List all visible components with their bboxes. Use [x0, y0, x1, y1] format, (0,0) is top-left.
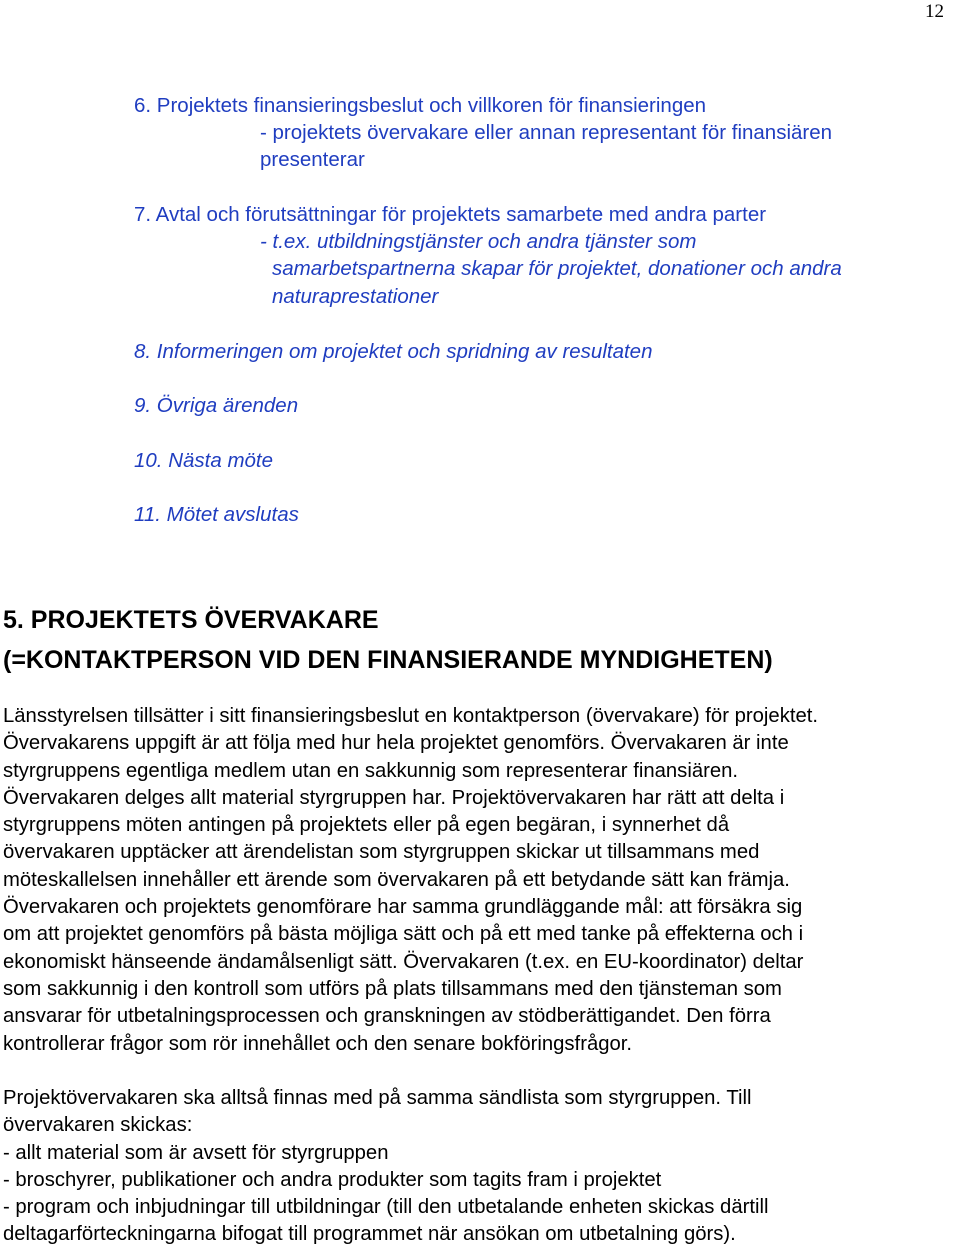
list-item: - allt material som är avsett för styrgruppen: [3, 1141, 389, 1164]
list-item: - broschyrer, publikationer och andra produkter som tagits fram i projektet: [3, 1168, 662, 1191]
paragraph-line: ekonomiskt hänseende ändamålsenligt sätt. Övervakaren (t.ex. en EU-koordinator) deltar: [3, 950, 804, 973]
agenda-item-7: 7. Avtal och förutsättningar för projektets samarbete med andra parter: [134, 203, 767, 226]
paragraph-line: som sakkunnig i den kontroll som utförs på plats tillsammans med den tjänsteman som: [3, 977, 782, 1000]
paragraph-line: Övervakarens uppgift är att följa med hur hela projektet genomförs. Övervakaren är inte: [3, 732, 789, 755]
paragraph-line: ansvarar för utbetalningsprocessen och granskningen av stödberättigandet. Den förra: [3, 1005, 771, 1028]
section-heading: 5. PROJEKTETS ÖVERVAKARE: [3, 606, 379, 634]
paragraph-line: styrgruppens möten antingen på projektets eller på egen begäran, i synnerhet då: [3, 814, 730, 837]
agenda-item-7-sub: naturaprestationer: [272, 285, 439, 308]
agenda-item-8: 8. Informeringen om projektet och spridning av resultaten: [134, 340, 653, 363]
paragraph-overseer-role: [3, 703, 953, 1058]
page-number: 12: [925, 1, 944, 22]
paragraph-line: Projektövervakaren ska alltså finnas med på samma sändlista som styrgruppen. Till: [3, 1087, 752, 1109]
paragraph-line: Länsstyrelsen tillsätter i sitt finansieringsbeslut en kontaktperson (övervakare) för projektet.: [3, 705, 819, 727]
list-item: deltagarförteckningarna bifogat till programmet när ansökan om utbetalning görs).: [3, 1223, 736, 1246]
agenda-item-9: 9. Övriga ärenden: [134, 394, 299, 417]
paragraph-line: styrgruppens egentliga medlem utan en sakkunnig som representerar finansiären.: [3, 759, 739, 782]
agenda-item-6-sub: presenterar: [260, 148, 365, 171]
paragraph-line: Övervakaren och projektets genomförare har samma grundläggande mål: att försäkra sig: [3, 896, 803, 919]
paragraph-line: möteskallelsen innehåller ett ärende som övervakaren på ett betydande sätt kan främja.: [3, 868, 790, 891]
paragraph-line: kontrollerar frågor som rör innehållet och den senare bokföringsfrågor.: [3, 1032, 633, 1055]
agenda-item-11: 11. Mötet avslutas: [134, 503, 299, 526]
list-item: - program och inbjudningar till utbildningar (till den utbetalande enheten skickas därtill: [3, 1196, 769, 1219]
paragraph-mailing-list: [3, 1085, 953, 1249]
agenda-item-10: 10. Nästa möte: [134, 449, 274, 472]
agenda-item-7-sub: samarbetspartnerna skapar för projektet, donationer och andra: [272, 257, 842, 280]
agenda-item-6: 6. Projektets finansieringsbeslut och villkoren för finansieringen: [134, 94, 707, 117]
section-subheading: (=KONTAKTPERSON VID DEN FINANSIERANDE MYNDIGHETEN): [3, 646, 773, 674]
agenda-item-7-sub: - t.ex. utbildningstjänster och andra tjänster som: [260, 230, 697, 253]
agenda-item-6-sub: - projektets övervakare eller annan representant för finansiären: [260, 121, 833, 144]
paragraph-line: övervakaren skickas:: [3, 1114, 193, 1137]
paragraph-line: om att projektet genomförs på bästa möjliga sätt och på ett med tanke på effekterna och i: [3, 923, 804, 946]
paragraph-line: övervakaren upptäcker att ärendelistan som styrgruppen skickar ut tillsammans med: [3, 841, 760, 864]
paragraph-line: Övervakaren delges allt material styrgruppen har. Projektövervakaren har rätt att delta i: [3, 786, 785, 809]
